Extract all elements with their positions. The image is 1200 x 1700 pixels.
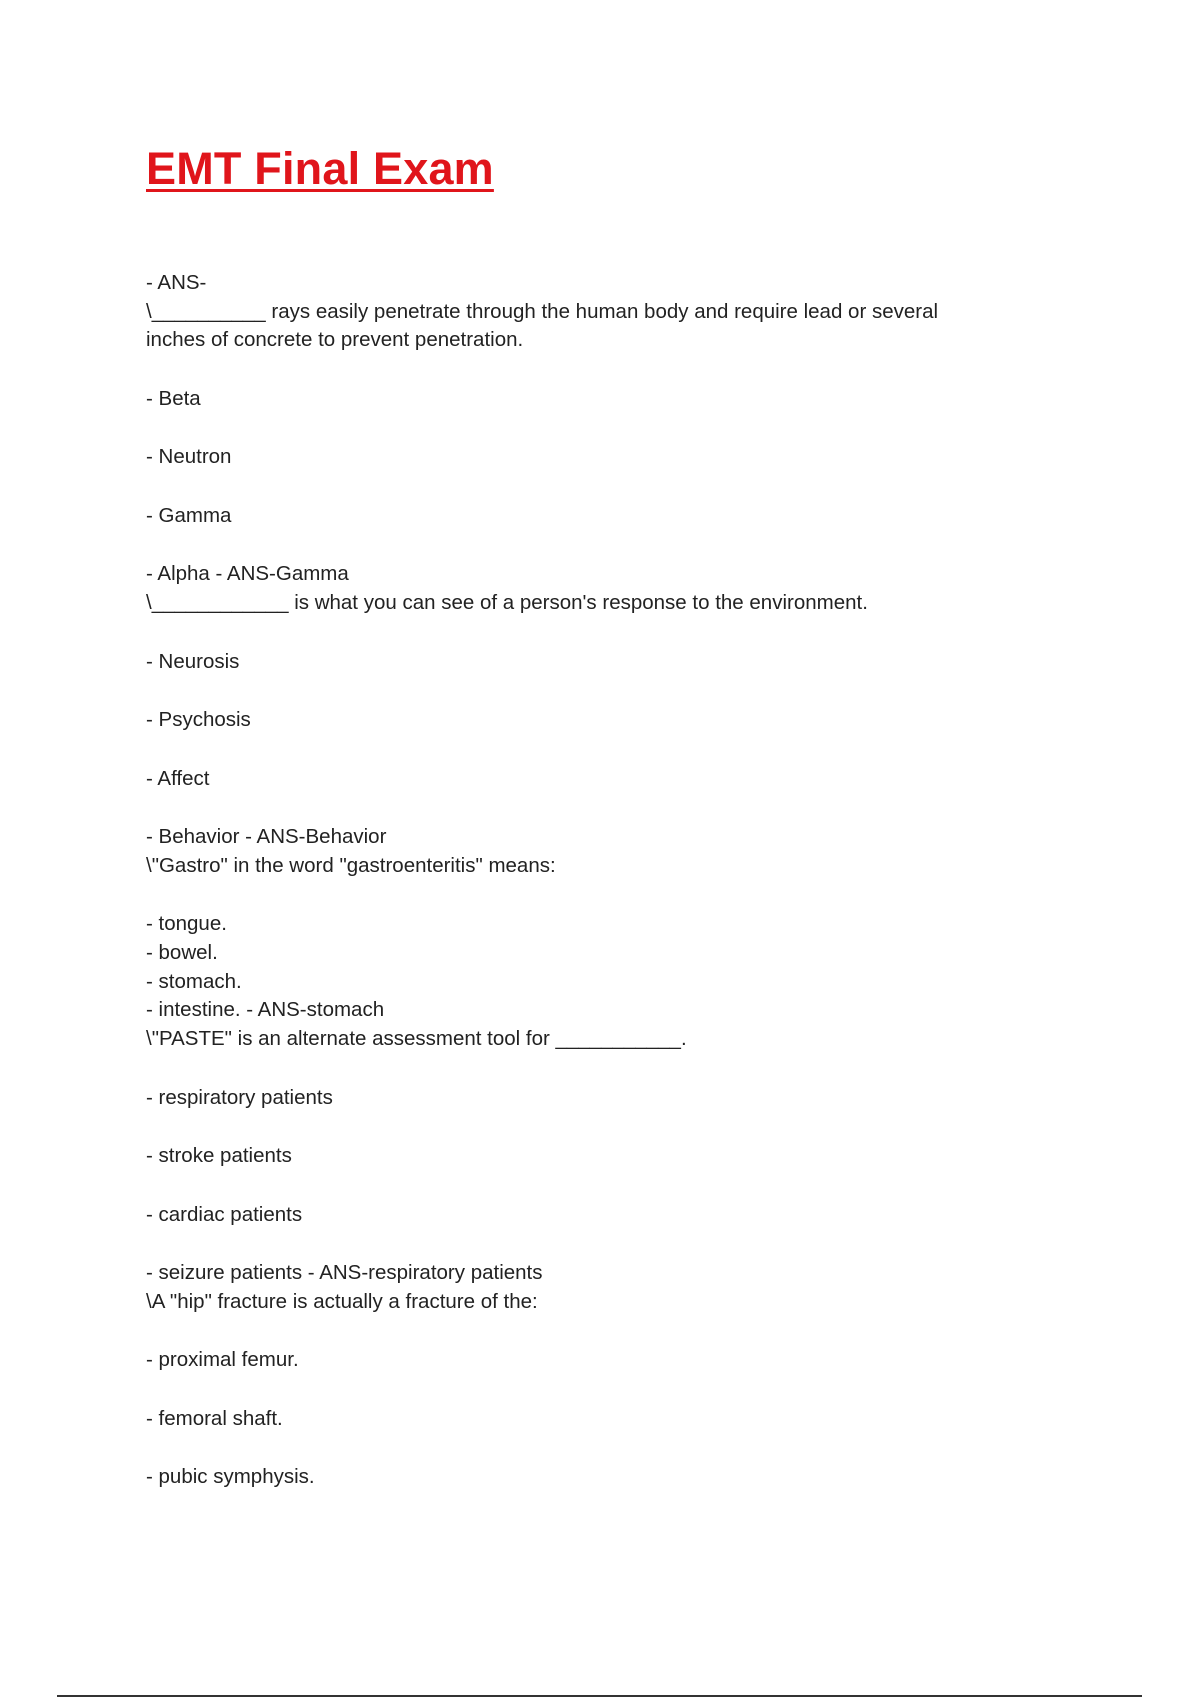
option-item: - Psychosis — [146, 708, 251, 732]
option-item: - stroke patients — [146, 1144, 292, 1168]
option-item: - pubic symphysis. — [146, 1465, 315, 1489]
option-item: - Gamma — [146, 503, 232, 527]
option-item: - intestine. - ANS-stomach — [146, 998, 385, 1022]
option-item: - Beta — [146, 386, 201, 410]
question-text: inches of concrete to prevent penetration. — [146, 328, 524, 352]
option-item: - proximal femur. — [146, 1348, 299, 1372]
question-text: \"Gastro" in the word "gastroenteritis" means: — [146, 853, 556, 877]
option-item: - bowel. — [146, 941, 218, 965]
page-bottom-rule — [57, 1695, 1142, 1697]
option-item: - respiratory patients — [146, 1085, 333, 1109]
option-item: - tongue. — [146, 912, 227, 936]
option-item: - Behavior - ANS-Behavior — [146, 825, 387, 849]
question-text: \__________ rays easily penetrate through the human body and require lead or several — [146, 299, 939, 323]
question-text: \A "hip" fracture is actually a fracture of the: — [146, 1289, 538, 1313]
option-item: - femoral shaft. — [146, 1406, 283, 1430]
option-item: - Alpha - ANS-Gamma — [146, 562, 349, 586]
option-item: - stomach. — [146, 969, 242, 993]
option-item: - Neurosis — [146, 649, 240, 673]
question-text: \"PASTE" is an alternate assessment tool for ___________. — [146, 1027, 687, 1051]
option-item: - seizure patients - ANS-respiratory patients — [146, 1261, 543, 1285]
question-text: \____________ is what you can see of a person's response to the environment. — [146, 591, 868, 615]
option-item: - cardiac patients — [146, 1202, 303, 1226]
option-item: - Neutron — [146, 445, 232, 469]
answer-line: - ANS- — [146, 271, 207, 294]
document-body — [146, 269, 1046, 1492]
document-title: EMT Final Exam — [146, 143, 494, 194]
option-item: - Affect — [146, 766, 210, 790]
